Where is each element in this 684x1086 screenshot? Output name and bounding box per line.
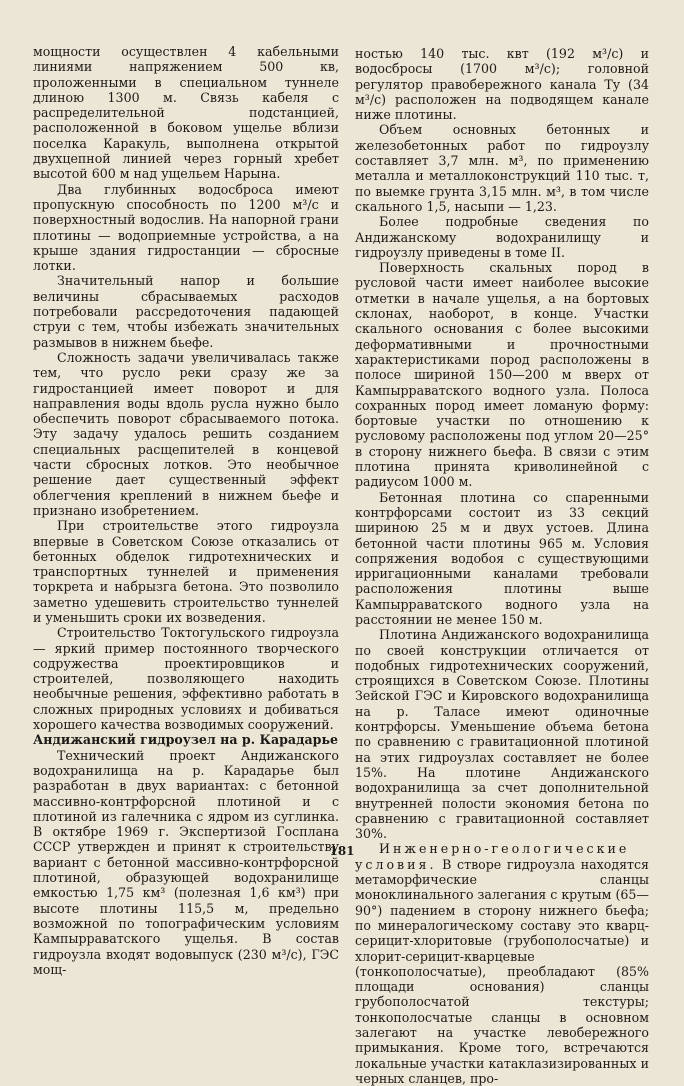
section-heading: Андижанский гидроузел на р. Карадарье — [33, 732, 339, 748]
paragraph: Технический проект Андижанского водохранилища на р. Карадарье был разработан в двух вариантах: с бетонной массивно-контрфорсной плотиной и с плотиной из галечника с ядром из суглинка. В октябре 1969 г. Экспертизой Госплана СССР утвержден и принят к строительству вариант с бетонной массивно-контрфорсной плотиной, образующей водохранилище емкостью 1,75 км³ (полезная 1,6 км³) при высоте плотины 115,5 м, предельно возможной по топографическим условиям Кампырраватского ущелья. В состав гидроузла входят водовыпуск (230 м³/с), ГЭС мощ- — [33, 747, 339, 977]
paragraph: Плотина Андижанского водохранилища по своей конструкции отличается от подобных гидротехнических сооружений, строящихся в Советском Союзе. Плотины Зейской ГЭС и Кировского водохранилища на р. Таласе имеют одиночные контрфорсы. Уменьшение объема бетона по сравнению с гравитационной плотиной на этих гидроузлах составляет не более 15%. На плотине Андижанского водохранилища за счет дополнительной внутренней полости экономия бетона по сравнению с гравитационной составляет 30%. — [355, 627, 649, 842]
paragraph: Строительство Токтогульского гидроузла — яркий пример постоянного творческого содружества проектировщиков и строителей, позволяющего находить необычные решения, эффективно работать в сложных природных условиях и добиваться хорошего качества возводимых сооружений. — [33, 625, 339, 733]
spaced-subheading: Инженерно-геологические условия. — [355, 841, 630, 872]
paragraph: ностью 140 тыс. квт (192 м³/с) и водосбросы (1700 м³/с); головной регулятор правобережного канала Ту (34 м³/с) расположен на подводящем канале ниже плотины. — [355, 46, 649, 123]
paragraph: мощности осуществлен 4 кабельными линиями напряжением 500 кв, проложенными в специальном туннеле длиною 1300 м. Связь кабеля с распределительной подстанцией, расположенной в боковом ущелье вблизи поселка Каракуль, выполнена открытой двухцепной линией через горный хребет высотой 600 м над ущельем Нарына. — [33, 44, 339, 182]
paragraph: Бетонная плотина со спаренными контрфорсами состоит из 33 секций шириною 25 м и двух устоев. Длина бетонной части плотины 965 м. Условия сопряжения водобоя с существующими ирригационными каналами требовали расположения плотины выше Кампырраватского водного узла на расстоянии не менее 150 м. — [355, 489, 649, 627]
page-number: 181 — [329, 844, 355, 858]
left-column — [33, 44, 339, 977]
paragraph: Два глубинных водосброса имеют пропускную способность по 1200 м³/с и поверхностный водослив. На напорной грани плотины — водоприемные устройства, а на крыше здания гидростанции — сбросные лотки. — [33, 181, 339, 274]
paragraph: Более подробные сведения по Андижанскому водохранилищу и гидроузлу приведены в томе II. — [355, 214, 649, 260]
paragraph — [355, 841, 649, 1086]
paragraph: Сложность задачи увеличивалась также тем, что русло реки сразу же за гидростанцией имеет поворот и для направления воды вдоль русла нужно было обеспечить поворот сбрасываемого потока. Эту задачу удалось решить созданием специальных расщепителей в концевой части сбросных лотков. Это необычное решение дает существенный эффект облегчения креплений в нижнем бьефе и признано изобретением. — [33, 349, 339, 518]
paragraph: Объем основных бетонных и железобетонных работ по гидроузлу составляет 3,7 млн. м³, по применению металла и металлоконструкций 110 тыс. т, по выемке грунта 3,15 млн. м³, в том числе скального 1,5, насыпи — 1,23. — [355, 122, 649, 214]
right-column — [355, 46, 649, 1086]
paragraph: Значительный напор и большие величины сбрасываемых расходов потребовали рассредоточения падающей струи с тем, чтобы избежать значительных размывов в нижнем бьефе. — [33, 273, 339, 350]
paragraph: При строительстве этого гидроузла впервые в Советском Союзе отказались от бетонных обделок гидротехнических и транспортных туннелей и применения торкрета и набрызга бетона. Это позволило заметно удешевить строительство туннелей и уменьшить сроки их возведения. — [33, 518, 339, 625]
paragraph-text: В створе гидроузла находятся метаморфические сланцы моноклинального залегания с крутым (65—90°) падением в сторону нижнего бьефа; по минералогическому составу это кварц-серицит-хлоритовые (грубополосчатые) и хлорит-серицит-кварцевые (тонкополосчатые), преобладают (85% площади основания) сланцы грубополосчатой текстуры; тонкополосчатые сланцы в основном залегают на участке левобережного примыкания. Кроме того, встречаются локальные участки катаклазизированных и черных сланцев, про- — [355, 856, 649, 1086]
paragraph: Поверхность скальных пород в русловой части имеет наиболее высокие отметки в начале ущелья, а на бортовых склонах, наоборот, в конце. Участки скального основания с более высокими деформативными и прочностными характеристиками пород расположены в полосе шириной 150—200 м вверх от Кампырраватского водного узла. Полоса сохранных пород имеет ломаную форму: бортовые участки по отношению к русловому расположены под углом 20—25° в сторону нижнего бьефа. В связи с этим плотина принята криволинейной с радиусом 1000 м. — [355, 260, 649, 490]
